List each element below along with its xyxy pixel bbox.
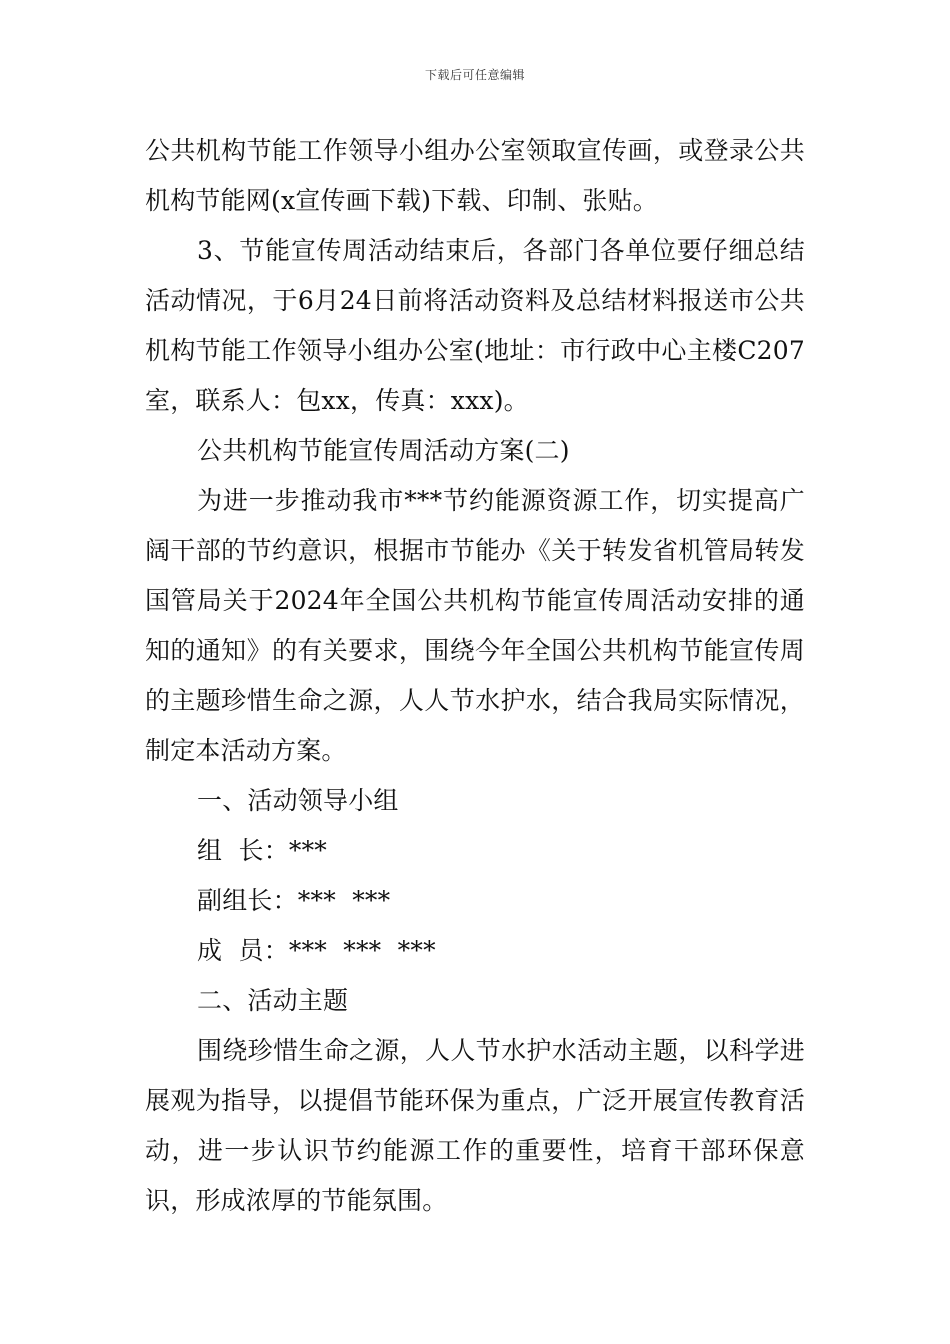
paragraph-intro: 为进一步推动我市***节约能源资源工作，切实提高广阔干部的节约意识，根据市节能办《关于转发省机管局转发国管局关于2024年全国公共机构节能宣传周活动安排的通知的通知》的有关要求，围绕今年全国公共机构节能宣传周的主题珍惜生命之源，人人节水护水，结合我局实际情况，制定本活动方案。: [145, 486, 805, 765]
leader-line: 组 长：***: [197, 836, 327, 865]
paragraph-continuation: 公共机构节能工作领导小组办公室领取宣传画，或登录公共机构节能网(x宣传画下载)下载、印制、张贴。: [145, 136, 805, 215]
section-title-plan-2: 公共机构节能宣传周活动方案(二): [197, 436, 570, 465]
heading-activity-theme: 二、活动主题: [197, 986, 349, 1015]
members-line: 成 员：*** *** ***: [197, 936, 436, 965]
paragraph-theme: 围绕珍惜生命之源，人人节水护水活动主题，以科学进展观为指导，以提倡节能环保为重点，广泛开展宣传教育活动，进一步认识节约能源工作的重要性，培育干部环保意识，形成浓厚的节能氛围。: [145, 1036, 805, 1215]
download-note: 下载后可任意编辑: [424, 68, 525, 82]
heading-leadership-group: 一、活动领导小组: [197, 786, 399, 815]
document-body: [145, 126, 805, 1226]
paragraph-item-3: 3、节能宣传周活动结束后，各部门各单位要仔细总结活动情况，于6月24日前将活动资料及总结材料报送市公共机构节能工作领导小组办公室(地址：市行政中心主楼C207室，联系人：包xx，传真：xxx)。: [145, 236, 805, 415]
deputy-leader-line: 副组长：*** ***: [197, 886, 391, 915]
